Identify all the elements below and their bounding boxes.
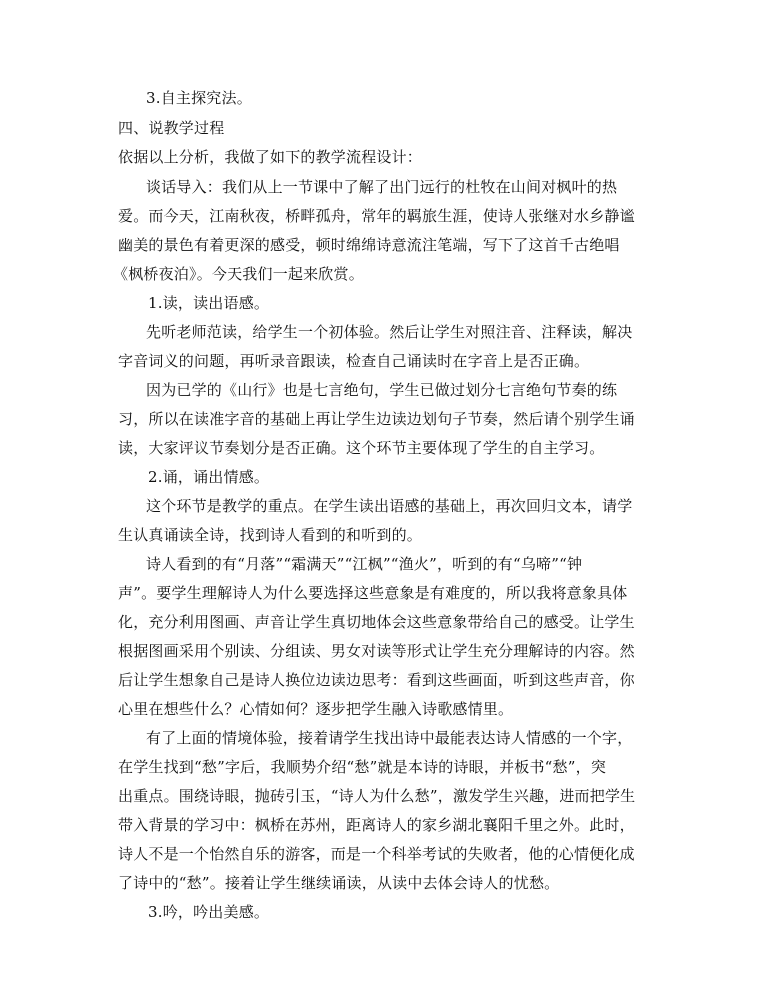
text-line: 先听老师范读，给学生一个初体验。然后让学生对照注音、注释读，解决 bbox=[146, 323, 633, 341]
text-line: 因为已学的《山行》也是七言绝句，学生已做过划分七言绝句节奏的练 bbox=[146, 381, 618, 399]
section-heading: 四、说教学过程 bbox=[118, 119, 225, 137]
text-line: 根据图画采用个别读、分组读、男女对读等形式让学生充分理解诗的内容。然 bbox=[118, 642, 635, 660]
text-line: 诗人不是一个怡然自乐的游客，而是一个科举考试的失败者，他的心情便化成 bbox=[118, 845, 635, 863]
text-line: 后让学生想象自己是诗人换位边读边思考：看到这些画面，听到这些声音，你 bbox=[118, 671, 635, 689]
text-line: 幽美的景色有着更深的感受，顿时绵绵诗意流注笔端，写下了这首千古绝唱 bbox=[118, 236, 620, 254]
text-line: 习，所以在读准字音的基础上再让学生边读边划句子节奏，然后请个别学生诵 bbox=[118, 410, 635, 428]
text-line: 了诗中的“愁”。接着让学生继续诵读，从读中去体会诗人的忧愁。 bbox=[118, 874, 560, 892]
text-line: 《枫桥夜泊》。今天我们一起来欣赏。 bbox=[113, 265, 364, 283]
text-line: 读，大家评议节奏划分是否正确。这个环节主要体现了学生的自主学习。 bbox=[118, 439, 605, 457]
text-line: 带入背景的学习中：枫桥在苏州，距离诗人的家乡湖北襄阳千里之外。此时， bbox=[118, 816, 635, 834]
subheading: 3.吟，吟出美感。 bbox=[148, 903, 270, 921]
text-line: 声”。要学生理解诗人为什么要选择这些意象是有难度的，所以我将意象具体 bbox=[118, 584, 628, 602]
text-line: 诗人看到的有“月落”“霜满天”“江枫”“渔火”，听到的有“乌啼”“钟 bbox=[146, 555, 583, 573]
text-line: 字音词义的问题，再听录音跟读，检查自己诵读时在字音上是否正确。 bbox=[118, 352, 590, 370]
subheading: 1.读，读出语感。 bbox=[148, 294, 270, 312]
text-line: 生认真诵读全诗，找到诗人看到的和听到的。 bbox=[118, 526, 423, 544]
text-line: 这个环节是教学的重点。在学生读出语感的基础上，再次回归文本，请学 bbox=[146, 497, 633, 515]
subheading: 2.诵，诵出情感。 bbox=[148, 468, 270, 486]
text-line: 3.自主探究法。 bbox=[146, 89, 252, 107]
text-line: 心里在想些什么？心情如何？逐步把学生融入诗歌感情里。 bbox=[118, 700, 514, 718]
text-line: 依据以上分析，我做了如下的教学流程设计： bbox=[118, 148, 423, 166]
text-line: 在学生找到“愁”字后，我顺势介绍“愁”就是本诗的诗眼，并板书“愁”，突 bbox=[118, 758, 607, 776]
text-line: 爱。而今天，江南秋夜，桥畔孤舟，常年的羁旅生涯，使诗人张继对水乡静谧 bbox=[118, 207, 635, 225]
text-line: 化，充分利用图画、声音让学生真切地体会这些意象带给自己的感受。让学生 bbox=[118, 613, 635, 631]
text-line: 有了上面的情境体验，接着请学生找出诗中最能表达诗人情感的一个字， bbox=[146, 729, 633, 747]
text-line: 谈话导入：我们从上一节课中了解了出门远行的杜牧在山间对枫叶的热 bbox=[146, 178, 618, 196]
text-line: 出重点。围绕诗眼，抛砖引玉，“诗人为什么愁”，激发学生兴趣，进而把学生 bbox=[118, 787, 636, 805]
